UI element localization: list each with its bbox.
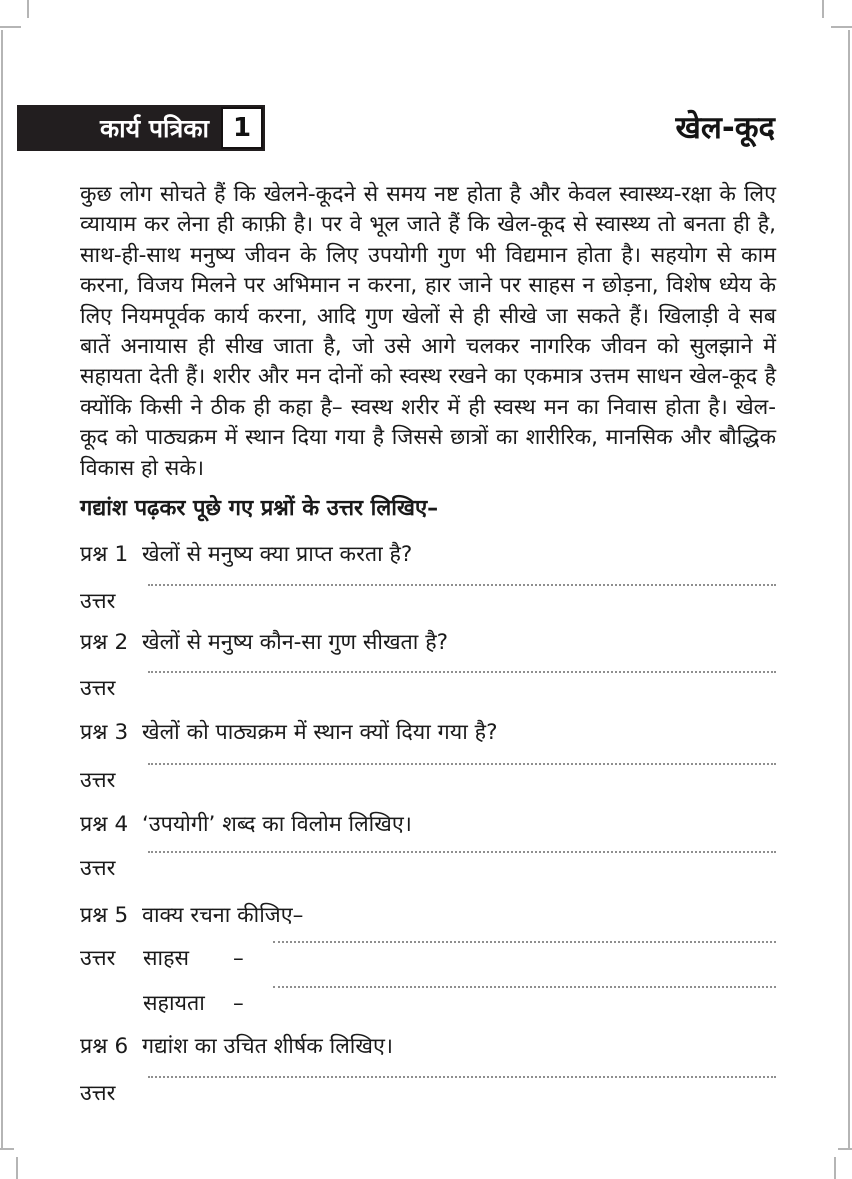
question-word: प्रश्न: [80, 903, 108, 928]
answer-label: उत्तर: [80, 676, 116, 701]
question-text-3: खेलों को पाठ्यक्रम में स्थान क्यों दिया गया है?: [142, 720, 498, 745]
crop-mark-top-right-vertical: [822, 0, 824, 18]
answer-label: उत्तर: [80, 946, 116, 971]
answer-label: उत्तर: [80, 856, 116, 881]
question-label-6: [80, 1032, 142, 1064]
question-word: प्रश्न: [80, 812, 108, 837]
crop-mark-bottom-right-vertical: [834, 1157, 836, 1179]
passage-text: कुछ लोग सोचते हैं कि खेलने-कूदने से समय नष्ट होता है और केवल स्वास्थ्य-रक्षा के लिए व्यायाम कर लेना ही काफ़ी है। पर वे भूल जाते हैं कि खेल-कूद से स्वास्थ्य तो बनता ही है, साथ-ही-साथ मनुष्य जीवन के लिए उपयोगी गुण भी विद्यमान होता है। सहयोग से काम करना, विजय मिलने पर अभिमान न करना, हार जाने पर साहस न छोड़ना, विशेष ध्येय के लिए नियमपूर्वक कार्य करना, आदि गुण खेलों से ही सीखे जा सकते हैं। खिलाड़ी वे सब बातें अनायास ही सीख जाता है, जो उसे आगे चलकर नागरिक जीवन को सुलझाने में सहायता देती हैं। शरीर और मन दोनों को स्वस्थ रखने का एकमात्र उत्तम साधन खेल-कूद है क्योंकि किसी ने ठीक ही कहा है– स्वस्थ शरीर में ही स्वस्थ मन का निवास होता है। खेल-कूद को पाठ्यक्रम में स्थान दिया गया है जिससे छात्रों का शारीरिक, मानसिक और बौद्धिक विकास हो सके।: [80, 182, 776, 481]
crop-mark-top-left-horizontal: [0, 26, 21, 28]
question-text-5: वाक्य रचना कीजिए–: [142, 903, 304, 928]
instruction-heading: गद्यांश पढ़कर पूछे गए प्रश्नों के उत्तर लिखिए–: [80, 496, 439, 521]
crop-mark-top-right-horizontal: [831, 26, 852, 28]
answer-dotted-line: [148, 851, 776, 853]
question-row-6: [80, 1032, 776, 1064]
answer-dotted-line: [148, 671, 776, 673]
question-text-6: गद्यांश का उचित शीर्षक लिखिए।: [142, 1034, 393, 1059]
vocab-word-2: सहायता: [143, 991, 205, 1016]
question-label-4: [80, 810, 142, 842]
question-number: 4: [114, 812, 129, 837]
worksheet-number-box: 1: [221, 107, 263, 149]
crop-mark-bottom-left-vertical: [16, 1157, 18, 1179]
question-number: 3: [114, 720, 129, 745]
answer-dotted-line: [148, 763, 776, 765]
crop-mark-top-left-vertical: [27, 0, 29, 18]
answer-row-5a: [80, 941, 776, 977]
question-number: 2: [114, 630, 129, 655]
question-label-5: [80, 901, 142, 933]
question-row-4: [80, 810, 776, 842]
page-trim-line-right: [848, 30, 850, 1149]
answer-row-6: [80, 1076, 776, 1112]
answer-row-4: [80, 851, 776, 887]
question-label-1: [80, 540, 142, 572]
answer-dotted-line: [273, 986, 776, 988]
question-label-2: [80, 628, 142, 660]
question-row-5: [80, 901, 776, 933]
vocab-word-1: साहस: [143, 946, 190, 971]
page-trim-line-left: [1, 30, 3, 1149]
question-word: प्रश्न: [80, 720, 108, 745]
answer-dotted-line: [273, 941, 776, 943]
question-number: 1: [114, 542, 129, 567]
question-row-1: [80, 540, 776, 572]
question-row-3: [80, 718, 776, 750]
answer-label: उत्तर: [80, 589, 116, 614]
question-row-2: [80, 628, 776, 660]
question-number: 6: [114, 1034, 129, 1059]
question-number: 5: [114, 903, 129, 928]
answer-label: उत्तर: [80, 768, 116, 793]
dash-separator: –: [233, 991, 244, 1016]
question-label-3: [80, 718, 142, 750]
question-text-4: ‘उपयोगी’ शब्द का विलोम लिखिए।: [142, 812, 412, 837]
answer-row-2: [80, 671, 776, 707]
question-word: प्रश्न: [80, 542, 108, 567]
answer-row-1: [80, 584, 776, 620]
chapter-title: खेल-कूद: [675, 110, 775, 146]
worksheet-header-bar: [17, 105, 265, 151]
worksheet-badge-label: कार्य पत्रिका: [99, 114, 209, 143]
question-word: प्रश्न: [80, 1034, 108, 1059]
dash-separator: –: [233, 946, 244, 971]
question-word: प्रश्न: [80, 630, 108, 655]
question-text-2: खेलों से मनुष्य कौन-सा गुण सीखता है?: [142, 630, 449, 655]
question-text-1: खेलों से मनुष्य क्या प्राप्त करता है?: [142, 542, 413, 567]
answer-dotted-line: [148, 584, 776, 586]
answer-dotted-line: [148, 1076, 776, 1078]
answer-row-5b: [80, 986, 776, 1022]
answer-label: उत्तर: [80, 1081, 116, 1106]
answer-row-3: [80, 763, 776, 799]
